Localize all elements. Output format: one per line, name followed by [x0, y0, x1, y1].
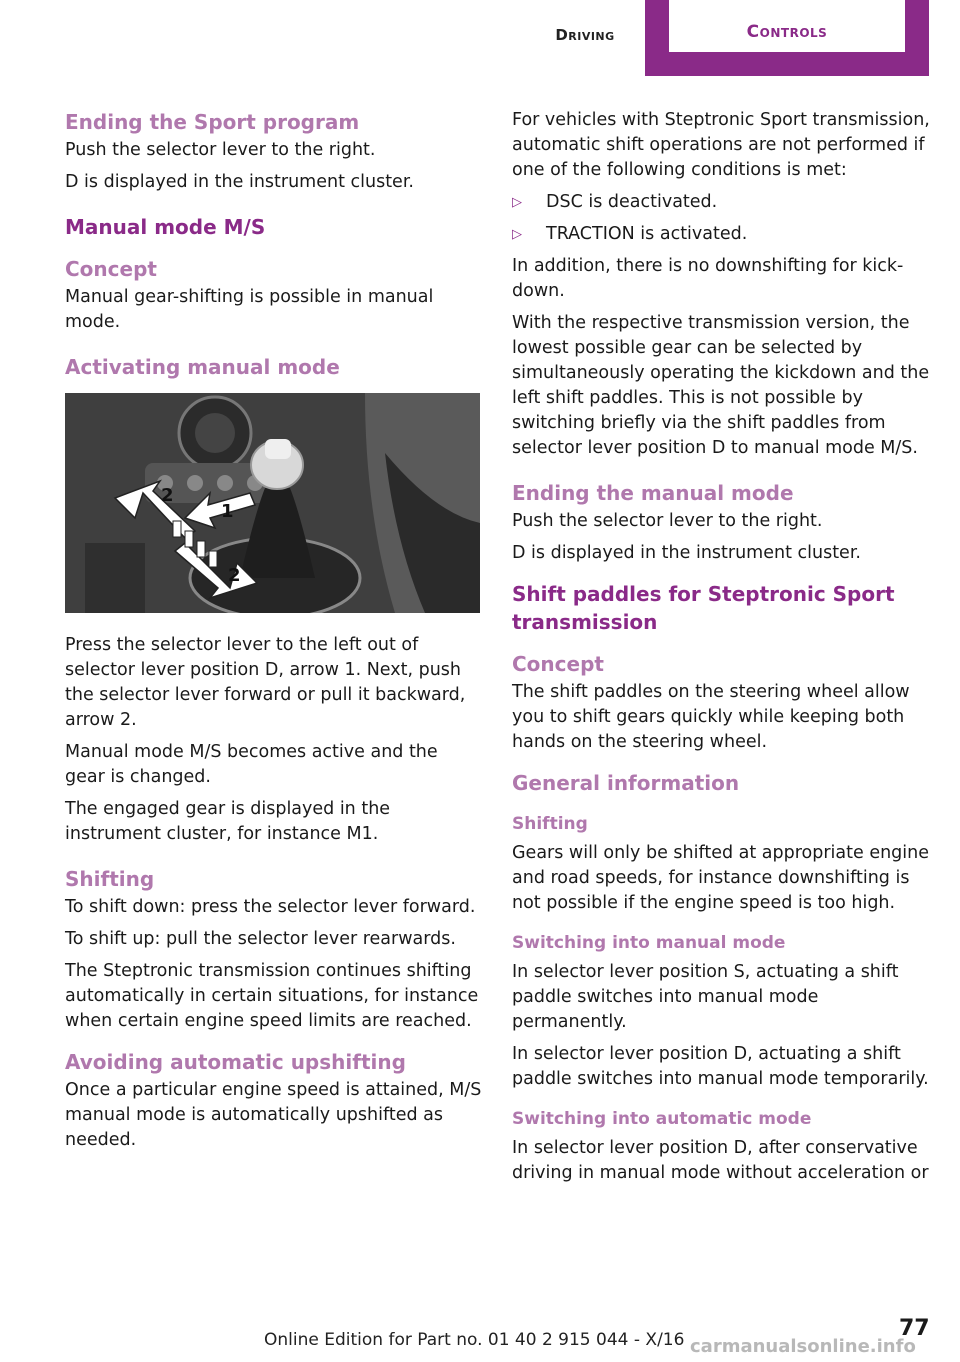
list-item-text: TRACTION is activated. — [546, 224, 748, 244]
activating-paragraph-1: Press the selector lever to the left out of selector lever position D, arrow 1. Next, push the selector lever forward or pull it backward, arrow 2. — [65, 635, 466, 730]
arrow-label-1: 1 — [221, 501, 234, 522]
condition-list — [512, 190, 930, 247]
shift-paddles-heading: Shift paddles for Steptronic Sport transmission — [512, 582, 895, 634]
shifting-heading-left: Shifting — [65, 867, 155, 891]
arrow-label-2-top: 2 — [161, 485, 174, 506]
switching-automatic-heading: Switching into automatic mode — [512, 1109, 812, 1129]
list-item-text: DSC is deactivated. — [546, 192, 718, 212]
ending-manual-paragraph-2: D is displayed in the instrument cluster. — [512, 543, 861, 563]
selector-lever-illustration — [65, 393, 480, 613]
shifting-heading-right: Shifting — [512, 814, 588, 834]
switching-manual-paragraph-1: In selector lever position S, actuating a shift paddle switches into manual mode permanently. — [512, 962, 899, 1032]
ending-manual-paragraph-1: Push the selector lever to the right. — [512, 511, 823, 531]
ending-sport-paragraph-1: Push the selector lever to the right. — [65, 140, 376, 160]
section-label: Driving — [555, 26, 615, 44]
avoiding-upshifting-heading: Avoiding automatic upshifting — [65, 1050, 406, 1074]
activating-paragraph-3: The engaged gear is displayed in the instrument cluster, for instance M1. — [65, 799, 391, 844]
avoiding-upshifting-paragraph: Once a particular engine speed is attained, M/S manual mode is automatically upshifted as needed. — [65, 1080, 482, 1150]
manual-mode-heading: Manual mode M/S — [65, 215, 266, 239]
list-item — [512, 190, 930, 215]
concept-paragraph-left: Manual gear-shifting is possible in manual mode. — [65, 287, 434, 332]
chapter-label: Controls — [746, 22, 828, 42]
selector-lever-figure — [65, 393, 480, 613]
ending-sport-paragraph-2: D is displayed in the instrument cluster. — [65, 172, 414, 192]
shifting-paragraph-3: The Steptronic transmission continues shifting automatically in certain situations, for instance when certain engine speed limits are reached. — [65, 961, 479, 1031]
shifting-paragraph-right: Gears will only be shifted at appropriate engine and road speeds, for instance downshifting is not possible if the engine speed is too high. — [512, 843, 930, 913]
arrow-label-2-bottom: 2 — [228, 565, 241, 586]
left-column — [65, 108, 483, 1160]
page-number: 77 — [899, 1316, 930, 1341]
steptronic-intro-paragraph: For vehicles with Steptronic Sport transmission, automatic shift operations are not performed if one of the following conditions is met: — [512, 110, 930, 180]
switching-automatic-paragraph: In selector lever position D, after conservative driving in manual mode without acceleration or — [512, 1138, 929, 1183]
chapter-tab — [645, 0, 929, 76]
activating-heading: Activating manual mode — [65, 355, 340, 379]
shifting-paragraph-1: To shift down: press the selector lever forward. — [65, 897, 476, 917]
right-column — [512, 108, 930, 1193]
list-item — [512, 222, 930, 247]
concept-heading-right: Concept — [512, 652, 604, 676]
triangle-bullet-icon: ▷ — [512, 227, 522, 242]
kickdown-paragraph: In addition, there is no downshifting for kick-down. — [512, 256, 904, 301]
concept-heading-left: Concept — [65, 257, 157, 281]
ending-sport-heading: Ending the Sport program — [65, 110, 360, 134]
switching-manual-heading: Switching into manual mode — [512, 933, 786, 953]
switching-manual-paragraph-2: In selector lever position D, actuating a shift paddle switches into manual mode temporarily. — [512, 1044, 929, 1089]
general-information-heading: General information — [512, 771, 740, 795]
ending-manual-heading: Ending the manual mode — [512, 481, 794, 505]
triangle-bullet-icon: ▷ — [512, 195, 522, 210]
watermark: carmanualsonline.info — [690, 1336, 916, 1357]
shifting-paragraph-2: To shift up: pull the selector lever rearwards. — [65, 929, 456, 949]
lowest-gear-paragraph: With the respective transmission version, the lowest possible gear can be selected by simultaneously operating the kickdown and the left shift paddles. This is not possible by switching briefly via the shift paddles from selector lever position D to manual mode M/S. — [512, 313, 930, 458]
edition-footer: Online Edition for Part no. 01 40 2 915 044 - X/16 — [264, 1330, 685, 1350]
chapter-tab-inner — [669, 0, 905, 52]
activating-paragraph-2: Manual mode M/S becomes active and the gear is changed. — [65, 742, 438, 787]
concept-paragraph-right: The shift paddles on the steering wheel allow you to shift gears quickly while keeping both hands on the steering wheel. — [512, 682, 910, 752]
